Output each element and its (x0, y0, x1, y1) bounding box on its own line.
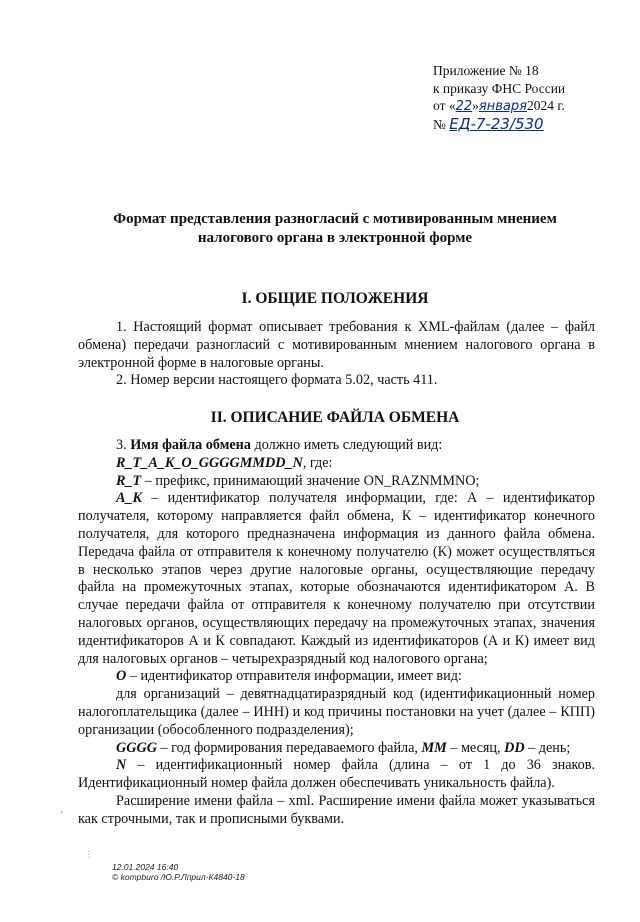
paragraph: R_T_A_K_O_GGGGMMDD_N, где: (116, 454, 333, 471)
section-heading-exchange-file: II. ОПИСАНИЕ ФАЙЛА ОБМЕНА (210, 409, 460, 426)
document-title: Формат представления разногласий с мотивированным мнением налогового органа в электронной форме (113, 211, 557, 246)
print-footer: 12.01.2024 16:40 © kompburo /Ю.Р.Лприл-К4840-18 (112, 862, 245, 882)
scan-mark: ⋮ (85, 850, 93, 859)
section-heading-general: I. ОБЩИЕ ПОЛОЖЕНИЯ (241, 290, 429, 307)
paragraph: O – идентификатор отправителя информации, имеет вид: (116, 668, 462, 685)
section-exchange-body (78, 437, 595, 829)
section-general-body (78, 319, 595, 390)
paragraph: N – идентификационный номер файла (длина – от 1 до 36 знаков. Идентификационный номер файла должен обеспечивать уникальность файла). (78, 757, 596, 792)
paragraph: для организаций – девятнадцатиразрядный код (идентификационный номер налогоплательщика (далее – ИНН) и код причины постановки на учет (далее – КПП) организации (обособленного подразделения); (78, 686, 595, 738)
paragraph: 3. Имя файла обмена должно иметь следующий вид: (116, 437, 443, 453)
appendix-number: Приложение № 18 (433, 63, 539, 78)
appendix-header (433, 62, 633, 133)
paragraph: Расширение имени файла – xml. Расширение имени файла может указываться как строчными, так и прописными буквами. (78, 792, 595, 827)
paragraph: R_T – префикс, принимающий значение ON_RAZNMMNO; (116, 472, 480, 489)
handwritten-month: января (478, 99, 527, 114)
handwritten-order-number: ЕД-7-23/530 (449, 114, 544, 133)
order-date: от «22»января2024 г. (433, 98, 565, 114)
order-reference: к приказу ФНС России (433, 80, 566, 96)
scan-mark: ‧ (60, 808, 64, 819)
handwritten-day: 22 (455, 99, 473, 114)
paragraph: 2. Номер версии настоящего формата 5.02, часть 411. (116, 372, 438, 389)
paragraph: A_K – идентификатор получателя информации, где: А – идентификатор получателя, которому направляется файл обмена, К – идентификатор конечного получателя, для которого предназначена информация из данного файла обмена. Передача файла от отправителя к конечному получателю (К) может осуществляться в несколько этапов через другие налоговые органы, осуществляющие передачу файла на промежуточных этапах, которые обозначаются идентификатором А. В случае передачи файла от отправителя к конечному получателю при отсутствии налоговых органов, осуществляющих передачу на промежуточных этапах, значения идентификаторов А и К совпадают. Каждый из идентификаторов (А и К) имеет вид для налоговых органов – четырехразрядный код налогового органа; (78, 490, 595, 667)
paragraph: GGGG – год формирования передаваемого файла, MM – месяц, DD – день; (116, 739, 571, 756)
paragraph: 1. Настоящий формат описывает требования к XML-файлам (далее – файл обмена) передачи разногласий с мотивированным мнением налогового органа в электронной форме в налоговые органы. (78, 319, 595, 371)
order-number: № ЕД-7-23/530 (433, 114, 544, 133)
